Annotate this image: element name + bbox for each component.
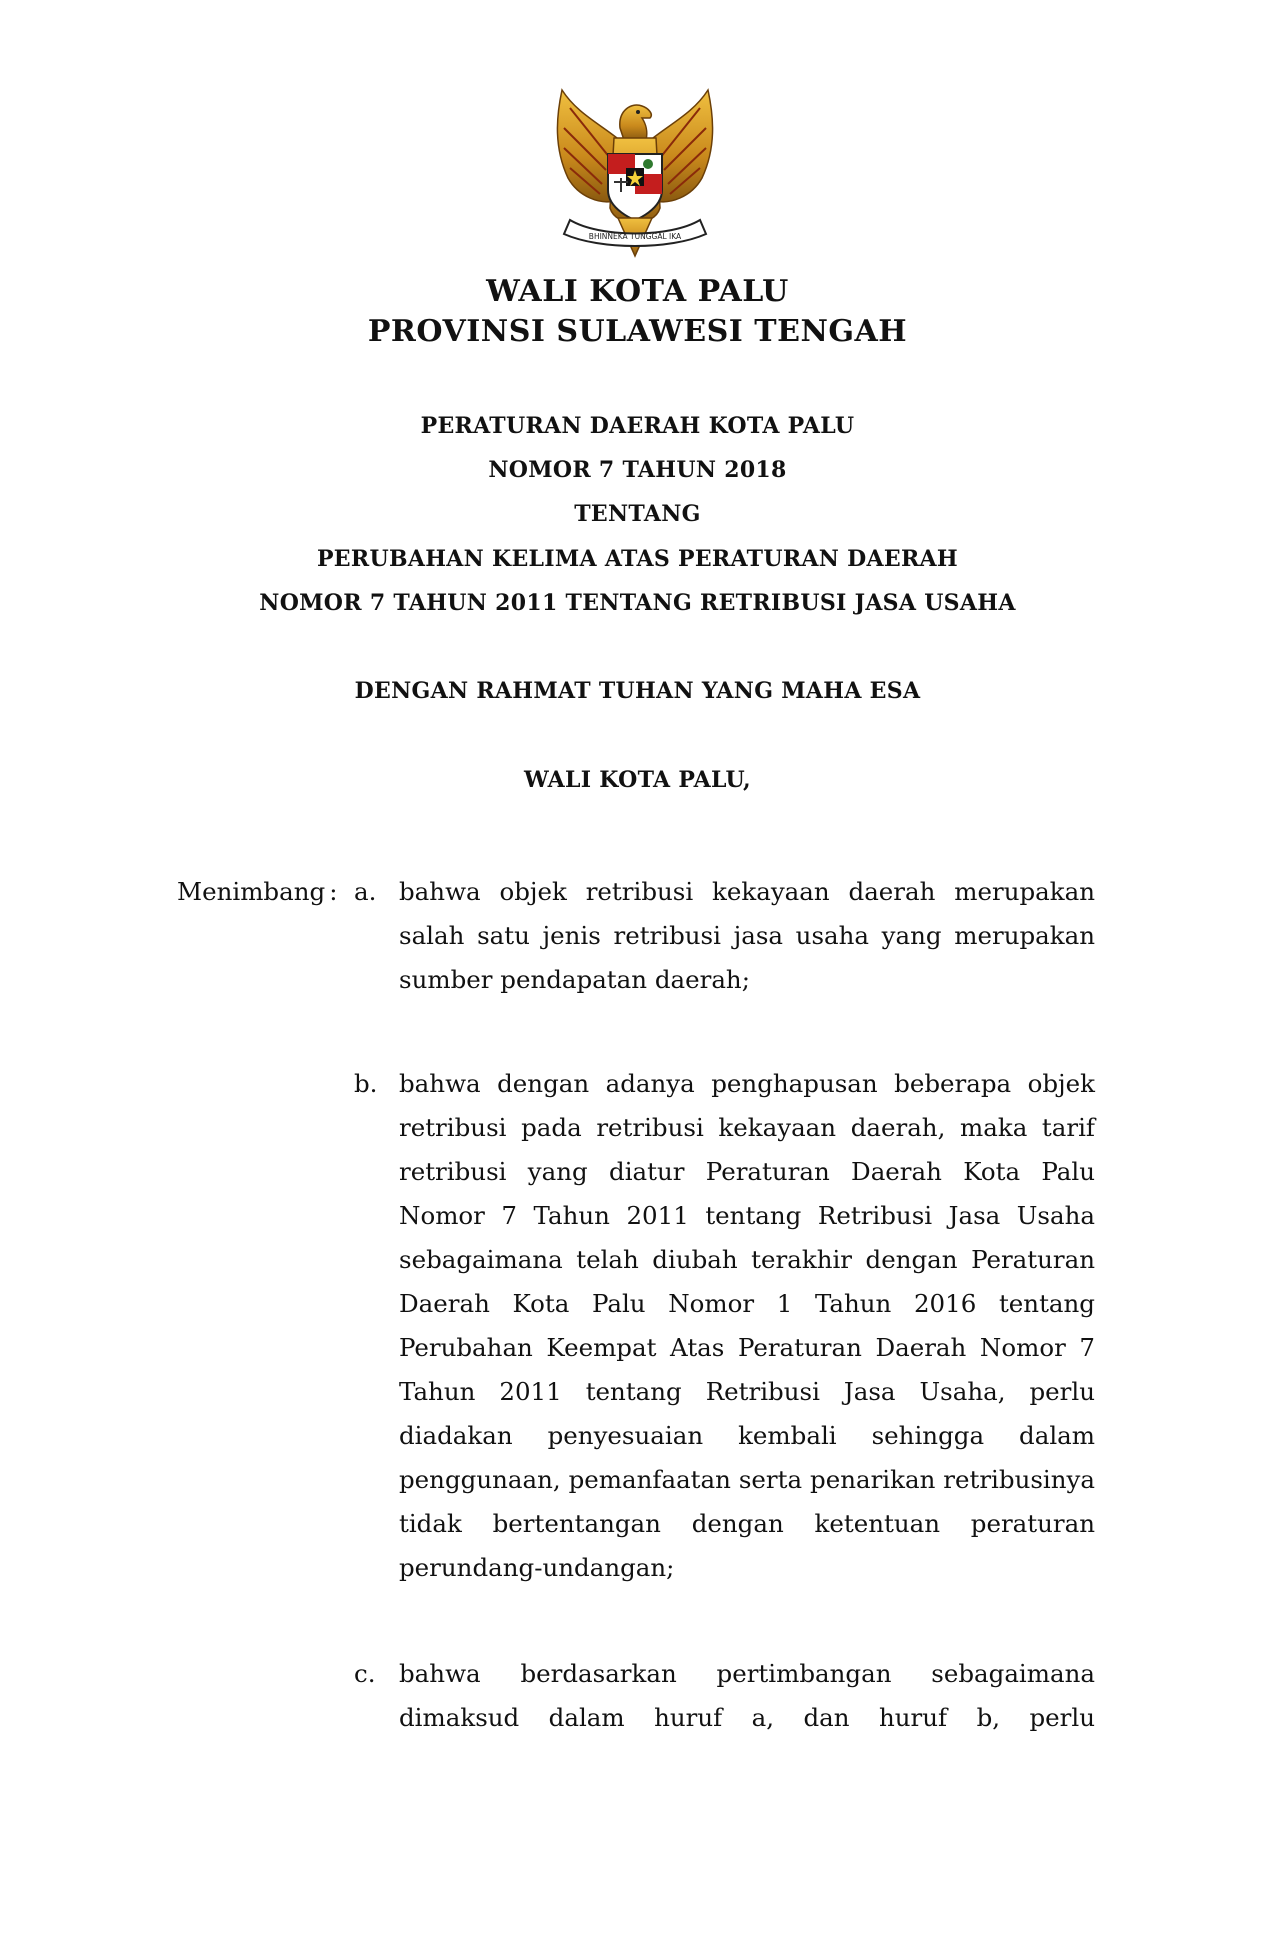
considering-item-letter: b. <box>354 1069 378 1098</box>
considering-item-letter: c. <box>354 1659 376 1688</box>
preamble-blessing: DENGAN RAHMAT TUHAN YANG MAHA ESA <box>354 678 921 704</box>
considering-label <box>177 870 337 914</box>
considering-label-text: Menimbang <box>177 877 326 906</box>
regulation-subject-line2: NOMOR 7 TAHUN 2011 TENTANG RETRIBUSI JASA USAHA <box>259 590 1016 616</box>
regulation-type: PERATURAN DAERAH KOTA PALU <box>420 413 855 439</box>
considering-separator: : <box>329 877 338 906</box>
considering-item-text: bahwa berdasarkan pertimbangan sebagaimana dimaksud dalam huruf a, dan huruf b, perlu <box>399 1659 1095 1732</box>
considering-item-text: bahwa objek retribusi kekayaan daerah merupakan salah satu jenis retribusi jasa usaha yang merupakan sumber pendapatan daerah; <box>399 877 1095 994</box>
preamble-authority: WALI KOTA PALU, <box>524 767 751 793</box>
regulation-number: NOMOR 7 TAHUN 2018 <box>488 457 787 483</box>
header-title: WALI KOTA PALU <box>486 274 789 309</box>
header-province: PROVINSI SULAWESI TENGAH <box>367 314 908 349</box>
considering-item-letter: a. <box>354 877 377 906</box>
considering-item-text: bahwa dengan adanya penghapusan beberapa objek retribusi pada retribusi kekayaan daerah, maka tarif retribusi yang diatur Peraturan Daerah Kota Palu Nomor 7 Tahun 2011 tentang Retribusi Jasa Usaha sebagaimana telah diubah terakhir dengan Peraturan Daerah Kota Palu Nomor 1 Tahun 2016 tentang Perubahan Keempat Atas Peraturan Daerah Nomor 7 Tahun 2011 tentang Retribusi Jasa Usaha, perlu diadakan penyesuaian kembali sehingga dalam penggunaan, pemanfaatan serta penarikan retribusinya tidak bertentangan dengan ketentuan peraturan perundang-undangan; <box>399 1069 1095 1582</box>
emblem-motto: BHINNEKA TUNGGAL IKA <box>588 232 682 241</box>
regulation-subject-line1: PERUBAHAN KELIMA ATAS PERATURAN DAERAH <box>316 546 959 572</box>
garuda-pancasila-emblem-icon <box>550 88 720 268</box>
regulation-about: TENTANG <box>574 501 701 527</box>
